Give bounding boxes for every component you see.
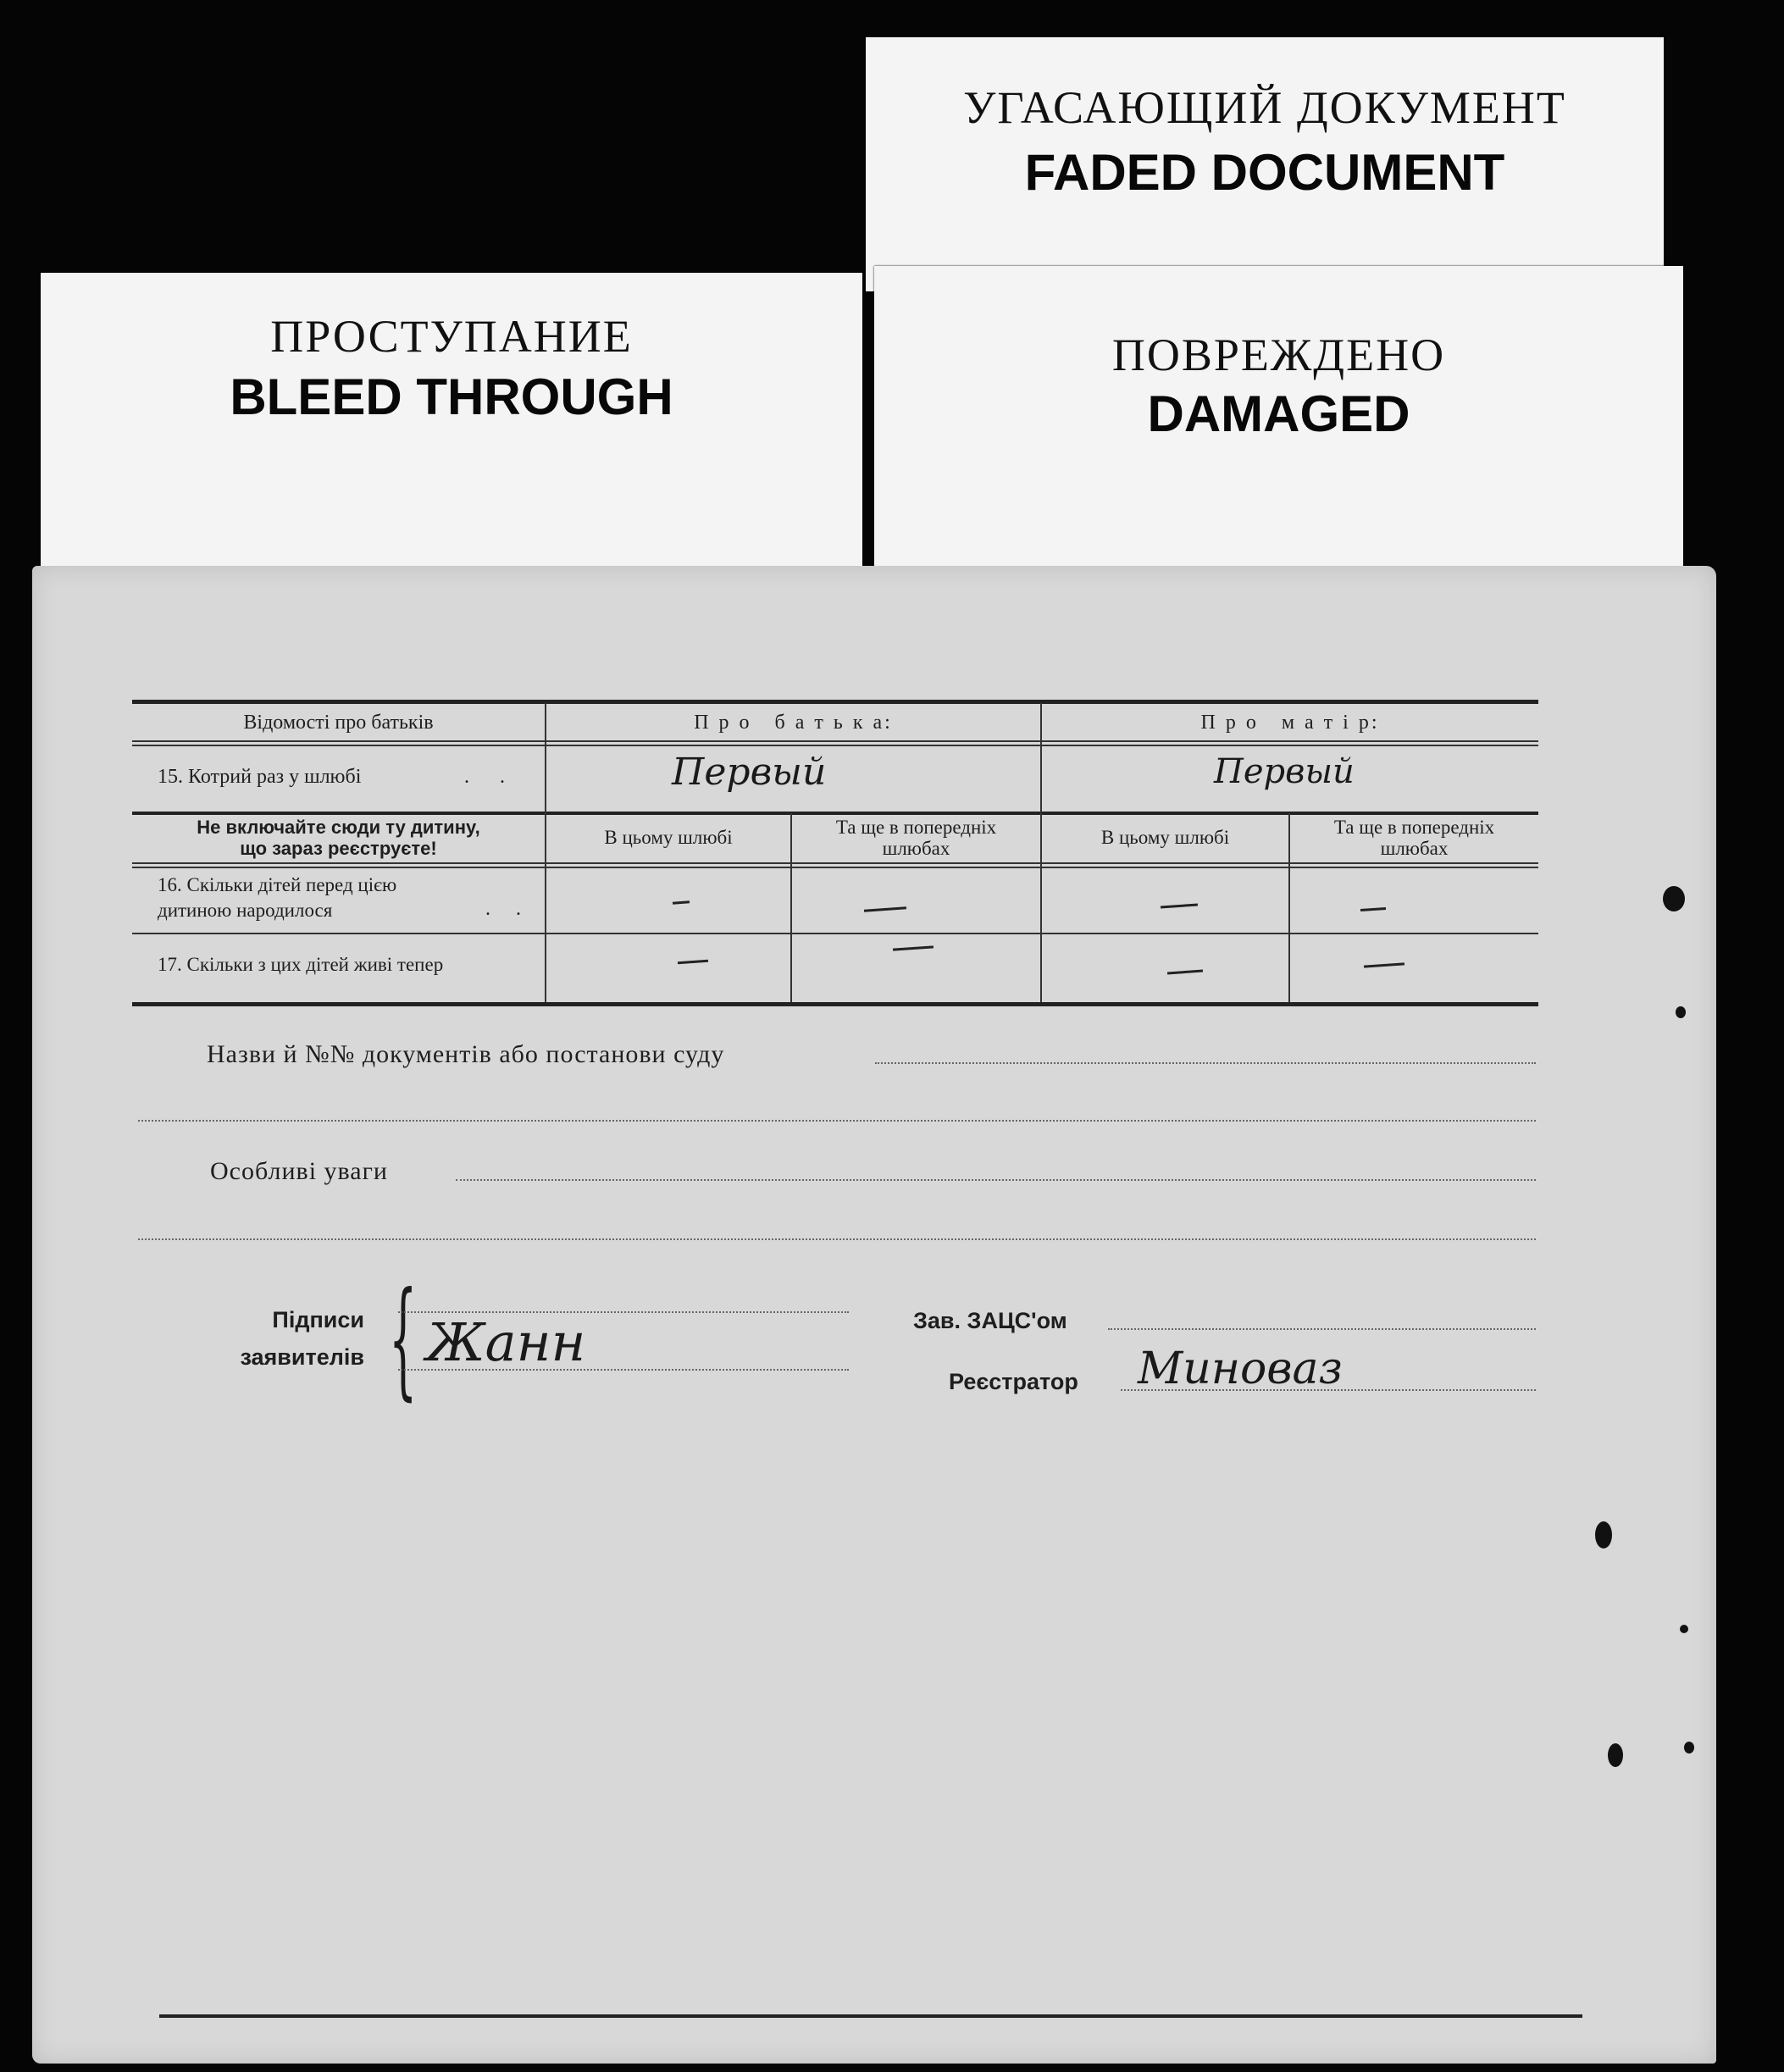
header-parents-info: Відомості про батьків bbox=[243, 712, 434, 734]
bleed-label-ru: ПРОСТУПАНИЕ bbox=[270, 311, 633, 362]
note-line-1: Не включайте сюди ту дитину, bbox=[197, 817, 480, 838]
sheet-bottom-rule bbox=[159, 2014, 1582, 2018]
col-prev-line-1: Та ще в попередніх bbox=[835, 817, 997, 838]
row17-label: 17. Скільки з цих дітей живі тепер bbox=[158, 954, 444, 975]
punch-hole bbox=[1680, 1625, 1688, 1633]
note-line-2: що зараз реєструєте! bbox=[240, 838, 437, 859]
documents-label: Назви й №№ документів або постанови суду bbox=[207, 1040, 725, 1068]
header-about-father: П р о б а т ь к а: bbox=[694, 712, 893, 734]
bleed-label-en: BLEED THROUGH bbox=[230, 368, 673, 425]
table-top-rule bbox=[132, 700, 1538, 704]
punch-hole bbox=[1595, 1521, 1612, 1548]
row16-leader: . . bbox=[485, 898, 521, 920]
table-rule bbox=[132, 867, 1538, 868]
row15-label: 15. Котрий раз у шлюбі bbox=[158, 766, 362, 788]
punch-hole bbox=[1663, 886, 1685, 911]
header-about-mother: П р о м а т і р: bbox=[1200, 712, 1380, 734]
row15-mother-handwritten: Первый bbox=[1214, 752, 1355, 791]
applicants-line-2: заявителів bbox=[240, 1344, 364, 1370]
row17-mother-this-dash bbox=[1167, 970, 1203, 975]
row15-leader: . . bbox=[464, 766, 505, 788]
punch-hole bbox=[1676, 1006, 1686, 1018]
row16-mother-this-dash bbox=[1161, 903, 1198, 908]
bleed-through-label-card bbox=[41, 273, 862, 578]
row17-mother-prev-dash bbox=[1364, 962, 1404, 967]
row16-line-2: дитиною народилося bbox=[158, 900, 333, 921]
damaged-label-card bbox=[874, 266, 1683, 571]
documents-field-line-2 bbox=[138, 1120, 1536, 1122]
damaged-label-ru: ПОВРЕЖДЕНО bbox=[1111, 330, 1446, 380]
table-bottom-rule bbox=[132, 1002, 1538, 1006]
table-rule bbox=[132, 812, 1538, 815]
faded-label-en: FADED DOCUMENT bbox=[1024, 144, 1505, 201]
applicant-signature: Жанн bbox=[426, 1311, 586, 1373]
table-rule bbox=[132, 745, 1538, 746]
col-mother-previous-marriages bbox=[1290, 817, 1538, 859]
col-prev-line-2: шлюбах bbox=[1380, 838, 1449, 859]
notes-field-line-2 bbox=[138, 1238, 1536, 1240]
notes-label: Особливі уваги bbox=[210, 1157, 388, 1185]
applicants-signatures-label bbox=[202, 1301, 364, 1376]
notes-field-line bbox=[456, 1179, 1536, 1181]
documents-field-line bbox=[875, 1062, 1536, 1064]
col-prev-line-2: шлюбах bbox=[882, 838, 950, 859]
row16-mother-prev-dash bbox=[1360, 907, 1386, 911]
table-column-divider bbox=[1040, 703, 1042, 1002]
head-of-registry-label: Зав. ЗАЦС'ом bbox=[913, 1308, 1067, 1333]
col-father-previous-marriages bbox=[792, 817, 1040, 859]
table-rule bbox=[132, 862, 1538, 864]
table-column-divider bbox=[545, 703, 546, 1002]
col-mother-this-marriage: В цьому шлюбі bbox=[1100, 827, 1230, 848]
row16-father-this-dash bbox=[673, 900, 690, 904]
damaged-label-en: DAMAGED bbox=[1147, 385, 1410, 442]
col-prev-line-1: Та ще в попередніх bbox=[1333, 817, 1495, 838]
table-rule bbox=[132, 740, 1538, 742]
applicants-line-1: Підписи bbox=[272, 1307, 364, 1332]
row17-father-prev-dash bbox=[893, 945, 934, 950]
faded-document-label-card bbox=[866, 37, 1664, 291]
punch-hole bbox=[1684, 1742, 1694, 1753]
register-form-sheet bbox=[32, 566, 1716, 2064]
col-father-this-marriage: В цьому шлюбі bbox=[604, 827, 733, 848]
faded-label-ru: УГАСАЮЩИЙ ДОКУМЕНТ bbox=[963, 82, 1566, 133]
registrar-signature: Миноваз bbox=[1138, 1343, 1343, 1394]
applicants-brace: { bbox=[389, 1266, 418, 1413]
head-signature-line bbox=[1108, 1328, 1536, 1330]
row16-label bbox=[158, 873, 396, 923]
row15-father-handwritten: Первый bbox=[672, 751, 827, 794]
table-rule bbox=[132, 933, 1538, 934]
row17-father-this-dash bbox=[678, 960, 708, 965]
row16-father-prev-dash bbox=[864, 906, 906, 911]
punch-hole bbox=[1608, 1743, 1623, 1767]
row16-line-1: 16. Скільки дітей перед цією bbox=[158, 874, 397, 895]
registrar-label: Реєстратор bbox=[949, 1369, 1078, 1394]
note-exclude-child bbox=[132, 817, 545, 859]
